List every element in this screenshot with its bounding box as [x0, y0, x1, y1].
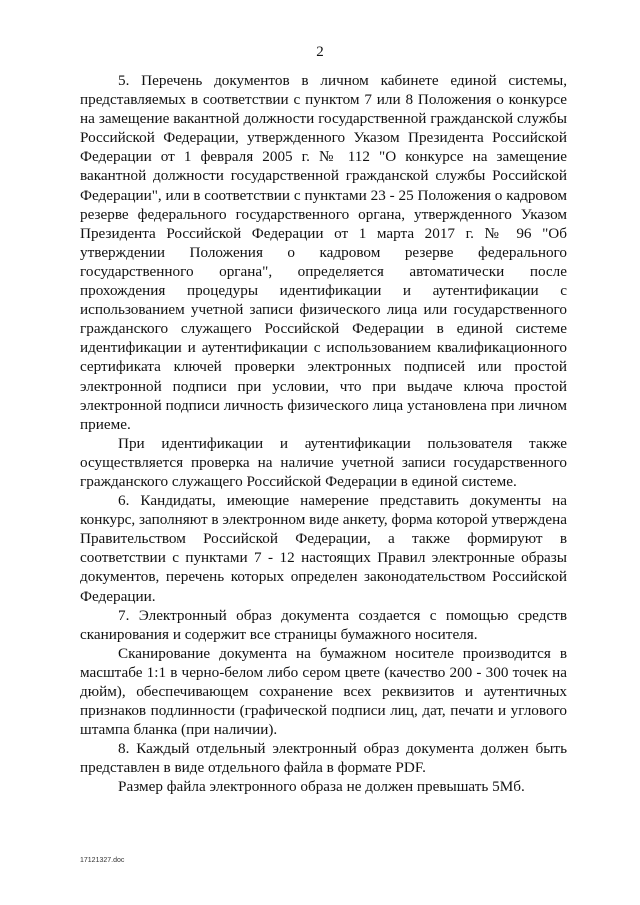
paragraph-5-identification: При идентификации и аутентификации пользователя также осуществляется проверка на наличие учетной записи государственного гражданского служащего Российской Федерации в единой системе. — [80, 434, 567, 490]
paragraph-5: 5. Перечень документов в личном кабинете единой системы, представляемых в соответствии с пунктом 7 или 8 Положения о конкурсе на замещение вакантной должности государственной гражданской службы Российской Федерации, утвержденного Указом Президента Российской Федерации от 1 февраля 2005 г. № 112 "О конкурсе на замещение вакантной должности государственной гражданской службы Российской Федерации", или в соответствии с пунктами 23 - 25 Положения о кадровом резерве федерального государственного органа, утвержденного Указом Президента Российской Федерации от 1 марта 2017 г. № 96 "Об утверждении Положения о кадровом резерве федерального государственного органа", определяется автоматически после прохождения процедуры идентификации и аутентификации с использованием учетной записи физического лица или государственного гражданского служащего Российской Федерации в единой системе идентификации и аутентификации с использованием квалификационного сертификата ключей проверки электронных подписей или простой электронной подписи при условии, что при выдаче ключа простой электронной подписи личность физического лица установлена при личном приеме. — [80, 72, 567, 433]
page-number: 2 — [316, 44, 324, 60]
footer-filename: 17121327.doc — [80, 857, 125, 864]
paragraph-6: 6. Кандидаты, имеющие намерение представить документы на конкурс, заполняют в электронном виде анкету, форма которой утверждена Правительством Российской Федерации, а также формируют в соответствии с пунктами 7 - 12 настоящих Правил электронные образы документов, перечень которых определен законодательством Российской Федерации. — [80, 492, 567, 605]
paragraph-7-scanning: Сканирование документа на бумажном носителе производится в масштабе 1:1 в черно-белом либо сером цвете (качество 200 - 300 точек на дюйм), обеспечивающем сохранение всех реквизитов и аутентичных признаков подлинности (графической подписи лиц, дат, печати и углового штампа бланка (при наличии). — [80, 644, 567, 739]
paragraph-8: 8. Каждый отдельный электронный образ документа должен быть представлен в виде отдельного файла в формате PDF. — [80, 740, 567, 777]
document-body — [80, 71, 567, 797]
paragraph-8-file-size: Размер файла электронного образа не должен превышать 5Мб. — [118, 778, 525, 796]
paragraph-7: 7. Электронный образ документа создается с помощью средств сканирования и содержит все страницы бумажного носителя. — [80, 606, 567, 643]
